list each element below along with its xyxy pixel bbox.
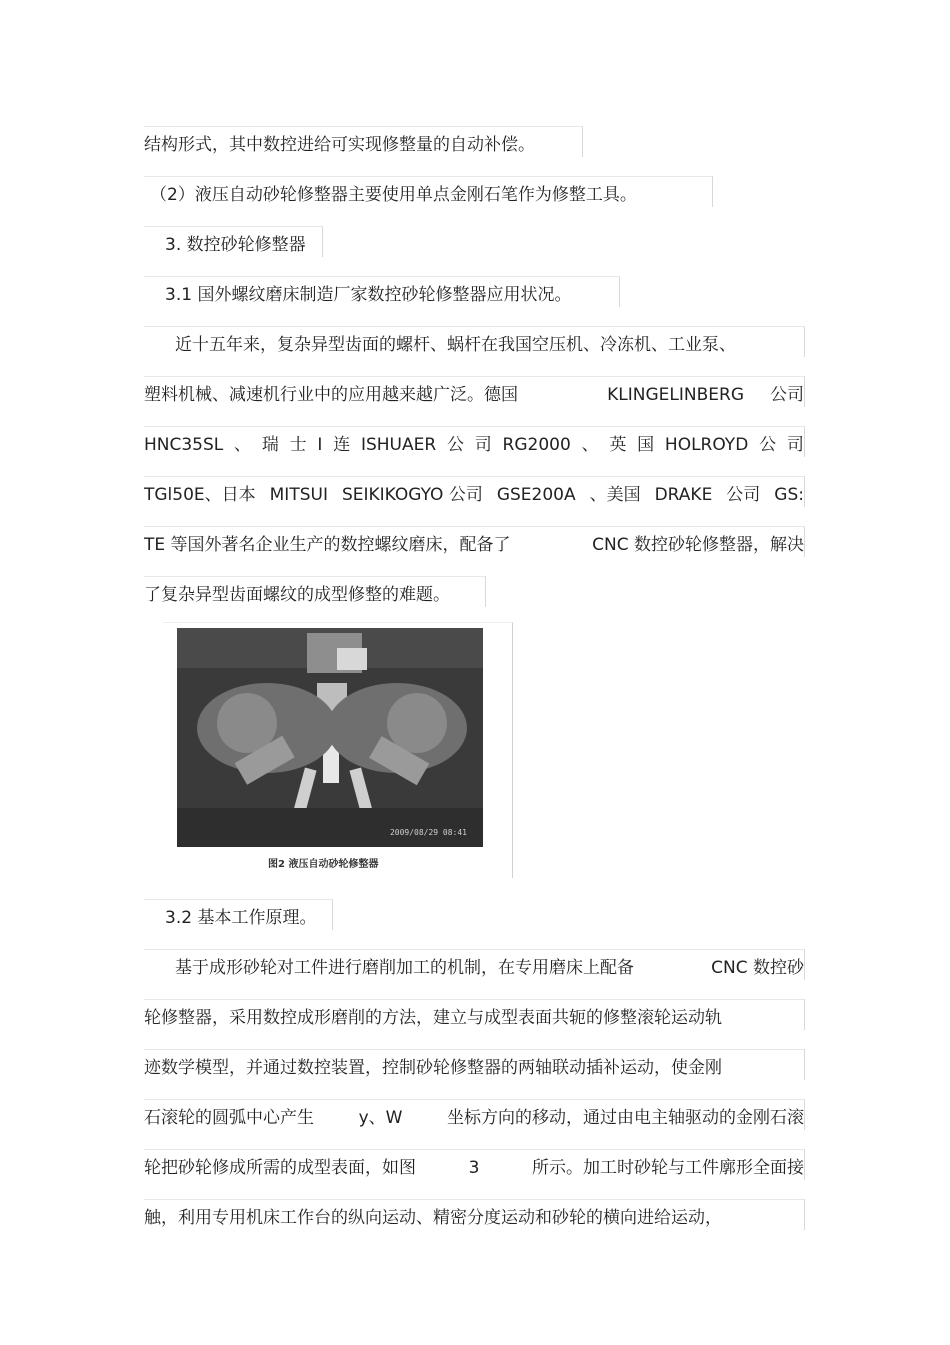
paragraph-1-line-5: [144, 526, 805, 557]
photo-timestamp: 2009/08/29 08:41: [389, 828, 467, 837]
word: 士: [289, 435, 307, 455]
word: 公司: [726, 485, 761, 505]
grinding-wheel-dresser-photo: [177, 628, 483, 847]
line-text: 迹数学模型，并通过数控装置，控制砂轮修整器的两轴联动插补运动，使金刚: [144, 1058, 722, 1078]
word: 连: [333, 435, 351, 455]
word: 瑞: [261, 435, 279, 455]
word: MITSUI: [269, 485, 328, 505]
word: GSE200A: [496, 485, 576, 505]
section-heading-3: [144, 226, 323, 257]
paragraph-2-line-3: [144, 1049, 805, 1080]
line-text: KLINGELINBERG: [607, 385, 744, 405]
line-text: （2）液压自动砂轮修整器主要使用单点金刚石笔作为修整工具。: [150, 185, 637, 205]
line-text: 了复杂异型齿面螺纹的成型修整的难题。: [144, 585, 450, 605]
paragraph-1-line-2: [144, 376, 805, 407]
word: I: [317, 435, 323, 455]
word: 司: [786, 435, 804, 455]
figure-caption: 图2 液压自动砂轮修整器: [268, 859, 379, 870]
word: 、: [234, 435, 252, 455]
line-text: 近十五年来，复杂异型齿面的螺杆、蜗杆在我国空压机、冷冻机、工业泵、: [175, 335, 736, 355]
figure-2: [163, 622, 513, 878]
line-text: 公司: [770, 385, 804, 405]
paragraph-2-line-2: [144, 999, 805, 1030]
heading-text: 3. 数控砂轮修整器: [165, 235, 306, 255]
paragraph-2-line-4: [144, 1099, 805, 1130]
paragraph-1-line-3: [144, 426, 805, 457]
heading-text: 3.2 基本工作原理。: [165, 908, 317, 928]
word: 公: [446, 435, 464, 455]
word: DRAKE: [654, 485, 713, 505]
paragraph-2-line-5: [144, 1149, 805, 1180]
line-text: 坐标方向的移动，通过由电主轴驱动的金刚石滚: [447, 1108, 804, 1128]
line-text: 轮修整器，采用数控成形磨削的方法，建立与成型表面共轭的修整滚轮运动轨: [144, 1008, 722, 1028]
line-text: 3: [468, 1158, 480, 1178]
line-text: 所示。加工时砂轮与工件廓形全面接: [531, 1158, 804, 1178]
word: RG2000: [502, 435, 571, 455]
paragraph-1-line-1: [144, 326, 805, 357]
line-text: 触，利用专用机床工作台的纵向运动、精密分度运动和砂轮的横向进给运动，: [144, 1208, 722, 1228]
line-text: TE 等国外著名企业生产的数控螺纹磨床，配备了: [144, 535, 511, 555]
word: GS:: [774, 485, 804, 505]
word: 司: [474, 435, 492, 455]
word: 国: [637, 435, 655, 455]
line-text: CNC 数控砂: [711, 958, 804, 978]
paragraph-1-line-4: [144, 476, 805, 507]
section-heading-3-1: [144, 276, 620, 307]
line-text: 基于成形砂轮对工件进行磨削加工的机制，在专用磨床上配备: [175, 958, 634, 978]
paragraph-2-line-1: [144, 949, 805, 980]
word: 、美国: [589, 485, 641, 505]
word: TGl50E、日本: [144, 485, 256, 505]
word: 英: [609, 435, 627, 455]
word: SEIKIKOGYO 公司: [341, 485, 483, 505]
text-line-2: [144, 176, 713, 207]
text-line-1: [144, 126, 583, 157]
machine-photo-illustration: [177, 628, 483, 847]
line-text: 结构形式，其中数控进给可实现修整量的自动补偿。: [144, 135, 535, 155]
word: 、: [581, 435, 599, 455]
word: ISHUAER: [360, 435, 437, 455]
heading-text: 3.1 国外螺纹磨床制造厂家数控砂轮修整器应用状况。: [165, 285, 572, 305]
line-text: y、W: [358, 1108, 403, 1128]
section-heading-3-2: [144, 899, 333, 930]
word: HOLROYD: [664, 435, 749, 455]
word: HNC35SL: [144, 435, 224, 455]
paragraph-1-line-6: [144, 576, 486, 607]
paragraph-2-line-6: [144, 1199, 805, 1230]
word: 公: [759, 435, 777, 455]
line-text: 轮把砂轮修成所需的成型表面，如图: [144, 1158, 416, 1178]
line-text: 塑料机械、减速机行业中的应用越来越广泛。德国: [144, 385, 518, 405]
line-text: 石滚轮的圆弧中心产生: [144, 1108, 314, 1128]
line-text: CNC 数控砂轮修整器，解决: [592, 535, 804, 555]
